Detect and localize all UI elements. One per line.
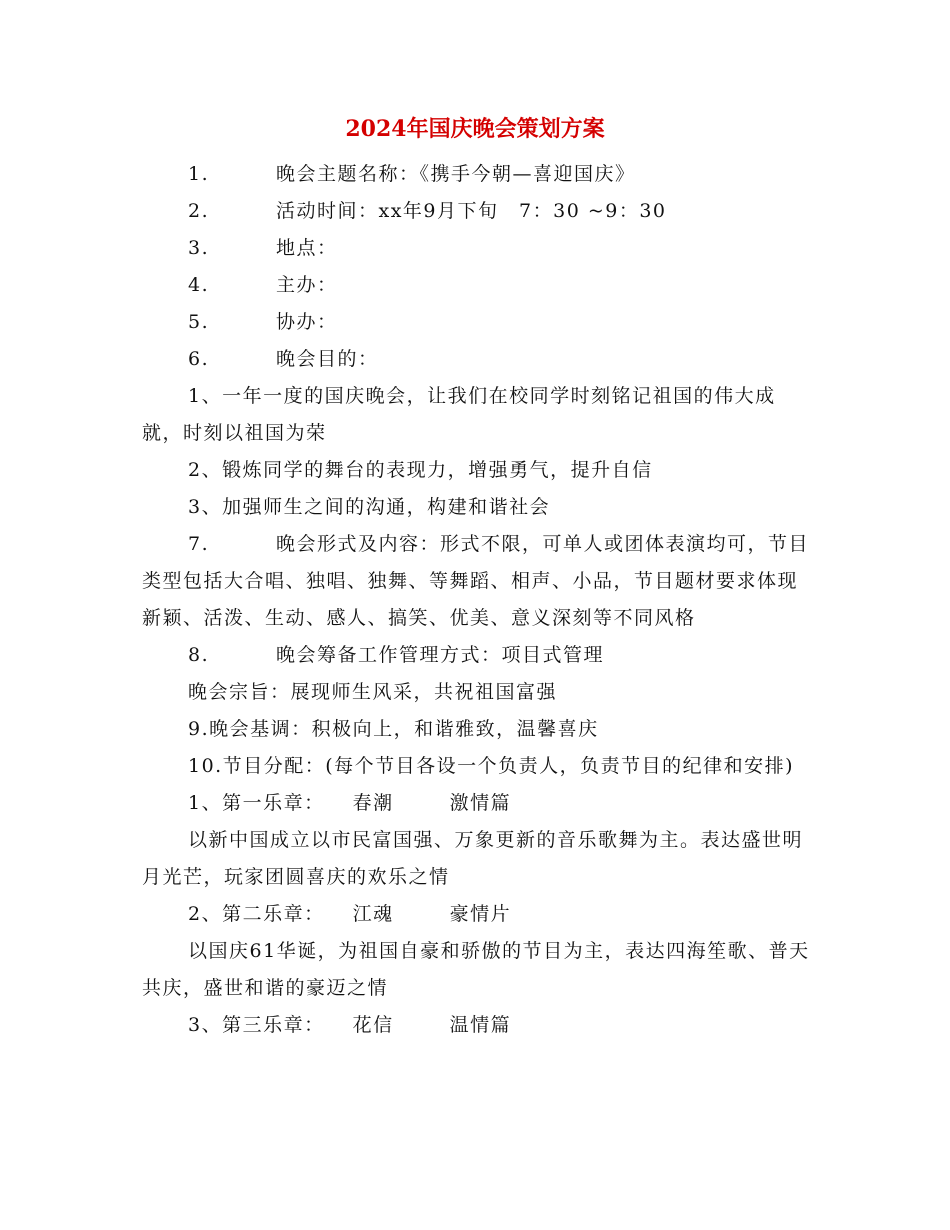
item-number: 3.: [188, 237, 210, 259]
purpose-paragraph: 3、加强师生之间的沟通，构建和谐社会: [188, 496, 551, 518]
chapter-name: 江魂: [352, 903, 394, 925]
document-body: [142, 156, 810, 1044]
chapter-heading: [142, 785, 810, 822]
purpose-paragraph: 2、锻炼同学的舞台的表现力，增强勇气，提升自信: [188, 459, 653, 481]
tone-paragraph: 9.晚会基调：积极向上，和谐雅致，温馨喜庆: [188, 718, 599, 740]
chapter-subtitle: 激情篇: [449, 792, 512, 814]
item-text: 活动时间：xx年9月下旬 7：30 ~9：30: [276, 200, 667, 222]
item-text: 晚会主题名称：《携手今朝—喜迎国庆》: [276, 163, 636, 185]
list-item: [142, 637, 810, 674]
chapter-subtitle: 豪情片: [449, 903, 512, 925]
chapter-heading: [142, 1007, 810, 1044]
chapter-label: 2、第二乐章：: [188, 903, 325, 925]
item-number: 2.: [188, 200, 210, 222]
item-number: 6.: [188, 348, 210, 370]
list-item: [142, 304, 810, 341]
document-title: 2024年国庆晚会策划方案: [345, 116, 605, 142]
chapter-description: 以国庆61华诞，为祖国自豪和骄傲的节目为主，表达四海笙歌、普天共庆，盛世和谐的豪迈之情: [142, 940, 810, 999]
chapter-description: 以新中国成立以市民富国强、万象更新的音乐歌舞为主。表达盛世明月光芒，玩家团圆喜庆的欢乐之情: [142, 829, 804, 888]
chapter-heading: [142, 896, 810, 933]
item-text: 地点：: [276, 237, 338, 259]
item-number: 1.: [188, 163, 210, 185]
item-text: 协办：: [276, 311, 338, 333]
item-number: 7.: [188, 533, 210, 555]
item-text: 主办：: [276, 274, 338, 296]
item-text: 晚会筹备工作管理方式：项目式管理: [276, 644, 605, 666]
allocation-paragraph: 10.节目分配：(每个节目各设一个负责人，负责节目的纪律和安排): [188, 755, 795, 777]
list-item: [142, 156, 810, 193]
item-number: 8.: [188, 644, 210, 666]
chapter-label: 3、第三乐章：: [188, 1014, 325, 1036]
item-number: 4.: [188, 274, 210, 296]
item-text: 晚会目的：: [276, 348, 379, 370]
item-number: 5.: [188, 311, 210, 333]
list-item: [142, 341, 810, 378]
purpose-paragraph: 1、一年一度的国庆晚会，让我们在校同学时刻铭记祖国的伟大成就，时刻以祖国为荣: [142, 385, 776, 444]
list-item: [142, 267, 810, 304]
chapter-label: 1、第一乐章：: [188, 792, 325, 814]
chapter-name: 花信: [352, 1014, 394, 1036]
chapter-subtitle: 温情篇: [449, 1014, 512, 1036]
list-item: [142, 526, 810, 637]
aim-paragraph: 晚会宗旨：展现师生风采，共祝祖国富强: [188, 681, 558, 703]
item-text: 晚会形式及内容：形式不限，可单人或团体表演均可，节目类型包括大合唱、独唱、独舞、等舞蹈、相声、小品，节目题材要求体现新颖、活泼、生动、感人、搞笑、优美、意义深刻等不同风格: [142, 533, 810, 629]
list-item: [142, 230, 810, 267]
chapter-name: 春潮: [352, 792, 394, 814]
list-item: [142, 193, 810, 230]
